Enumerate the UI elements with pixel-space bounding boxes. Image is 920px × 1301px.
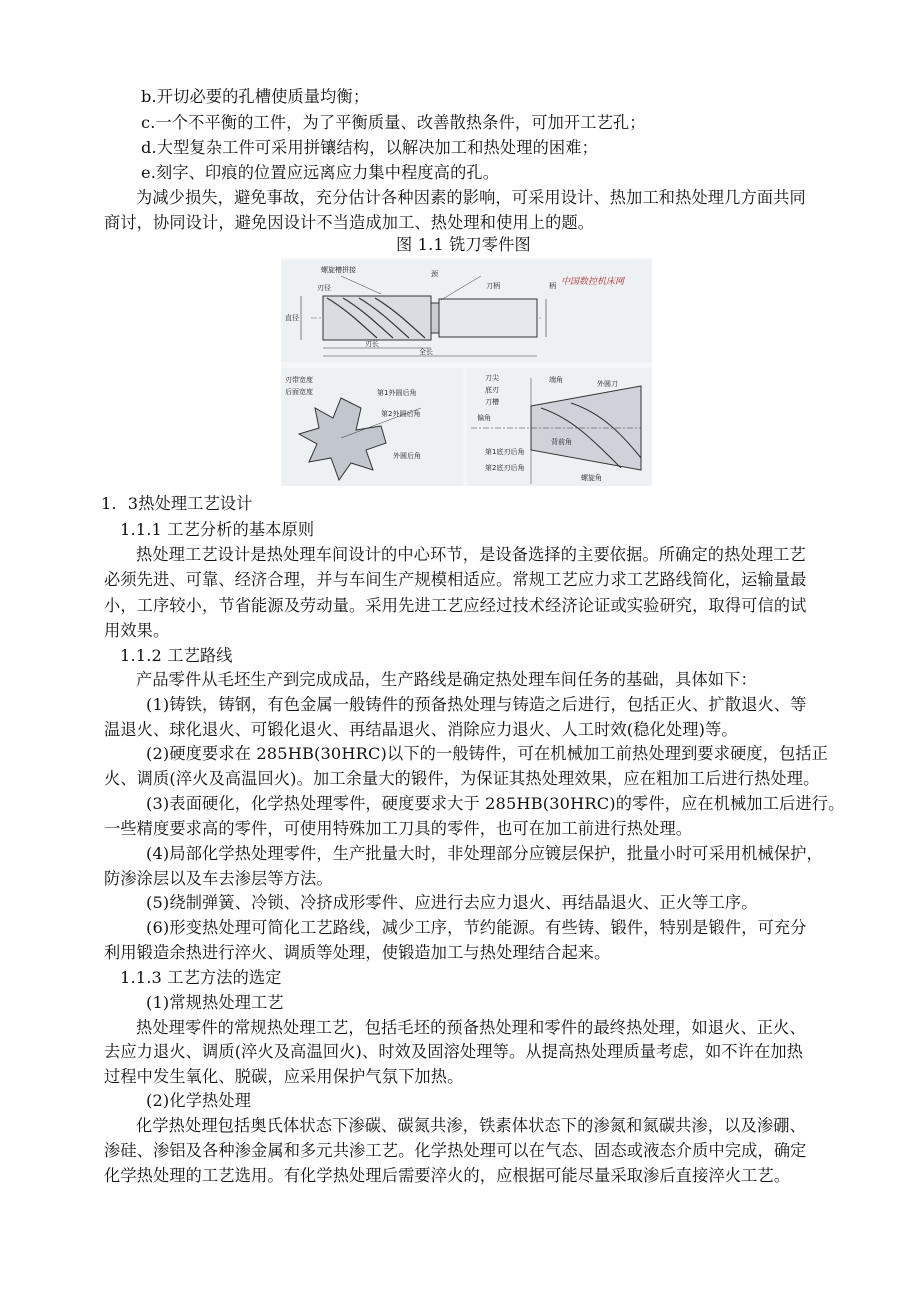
list-item-c: c.一个不平衡的工件，为了平衡质量、改善散热条件，可加开工艺孔；: [141, 113, 646, 132]
fig-label: 后面宽度: [285, 388, 313, 396]
fig-label: 背前角: [551, 438, 572, 446]
fig-label: 第2底刃后角: [485, 464, 525, 472]
fig-label: 外圆后角: [393, 452, 421, 460]
paragraph-line: 过程中发生氧化、脱碳，应采用保护气氛下加热。: [104, 1067, 464, 1086]
fig-label: 第1外圆后角: [377, 389, 417, 397]
section-title: 1．3热处理工艺设计: [101, 494, 253, 513]
list-item: 温退火、球化退火、可锻化退火、再结晶退火、消除应力退火、人工时效(稳化处理)等。: [104, 720, 738, 739]
fig-label: 颈: [431, 270, 438, 278]
fig-label: 第1底刃后角: [485, 448, 525, 456]
list-item-e: e.刻字、印痕的位置应远离应力集中程度高的孔。: [141, 163, 500, 182]
fig-label: 底刃: [485, 386, 499, 394]
fig-label: 刀柄: [486, 282, 500, 290]
list-item-b: b.开切必要的孔槽使质量均衡；: [141, 87, 370, 106]
paragraph-line: 小，工序较小，节省能源及劳动量。采用先进工艺应经过技术经济论证或实验研究，取得可信的试: [104, 596, 807, 615]
fig-label: 刃带宽度: [285, 376, 313, 384]
intro-paragraph-line: 为减少损失，避免事故，充分估计各种因素的影响，可采用设计、热加工和热处理几方面共同: [136, 188, 806, 207]
list-item: (6)形变热处理可简化工艺路线，减少工序，节约能源。有些铸、锻件，特别是锻件，可充分: [146, 918, 807, 937]
subsection-title: 1.1.3 工艺方法的选定: [120, 968, 282, 987]
paragraph-line: 化学热处理的工艺选用。有化学热处理后需要淬火的，应根据可能尽量采取渗后直接淬火工艺。: [104, 1166, 791, 1185]
list-item: 一些精度要求高的零件，可使用特殊加工刀具的零件，也可在加工前进行热处理。: [104, 819, 693, 838]
fig-label: 螺旋槽拼接: [321, 266, 356, 274]
list-item: (2)硬度要求在 285HB(30HRC)以下的一般铸件，可在机械加工前热处理到要求硬度，包括正: [146, 744, 829, 763]
list-item: (1)铸铁，铸钢，有色金属一般铸件的预备热处理与铸造之后进行，包括正火、扩散退火、等: [146, 695, 807, 714]
list-item: 防渗涂层以及车去渗层等方法。: [104, 869, 333, 888]
milling-cutter-figure: [281, 258, 652, 486]
fig-label: 螺旋角: [581, 474, 602, 482]
list-item: (4)局部化学热处理零件，生产批量大时，非处理部分应镀层保护，批量小时可采用机械保护，: [146, 844, 823, 863]
fig-label: 直径: [285, 314, 299, 322]
paragraph-line: 热处理工艺设计是热处理车间设计的中心环节，是设备选择的主要依据。所确定的热处理工艺: [136, 545, 806, 564]
fig-label: 刃径: [317, 284, 331, 292]
figure-caption: 图 1.1 铣刀零件图: [396, 235, 531, 254]
paragraph-line: 去应力退火、调质(淬火及高温回火)、时效及固溶处理等。从提高热处理质量考虑，如不许在加热: [104, 1042, 804, 1061]
subsection-title: 1.1.2 工艺路线: [120, 646, 233, 665]
fig-label: 刀尖: [485, 374, 499, 382]
subsection-title: 1.1.1 工艺分析的基本原则: [120, 520, 315, 539]
fig-label: 外圆刀: [597, 380, 618, 388]
paragraph-line: 化学热处理包括奥氏体状态下渗碳、碳氮共渗，铁素体状态下的渗氮和氮碳共渗，以及渗硼、: [136, 1116, 806, 1135]
list-item: 利用锻造余热进行淬火、调质等处理，使锻造加工与热处理结合起来。: [104, 943, 611, 962]
intro-paragraph-line: 商讨，协同设计，避免因设计不当造成加工、热处理和使用上的题。: [104, 213, 595, 232]
list-item-d: d.大型复杂工件可采用拼镶结构，以解决加工和热处理的困难；: [141, 138, 598, 157]
paragraph-title: (1)常规热处理工艺: [146, 993, 284, 1012]
fig-label: 第2外圆后角: [381, 410, 421, 418]
paragraph-line: 产品零件从毛坯生产到完成成品，生产路线是确定热处理车间任务的基础，具体如下：: [136, 670, 757, 689]
fig-label: 刃长: [365, 340, 379, 348]
paragraph-line: 热处理零件的常规热处理工艺，包括毛坯的预备热处理和零件的最终热处理，如退火、正火、: [136, 1018, 806, 1037]
fig-label: 端角: [549, 376, 563, 384]
figure-watermark: 中国数控机床网: [561, 277, 625, 287]
paragraph-line: 渗硅、渗铝及各种渗金属和多元共渗工艺。化学热处理可以在气态、固态或液态介质中完成，确定: [104, 1141, 807, 1160]
paragraph-title: (2)化学热处理: [146, 1091, 252, 1110]
paragraph-line: 必须先进、可靠、经济合理，并与车间生产规模相适应。常规工艺应力求工艺路线简化，运输量最: [104, 570, 807, 589]
list-item: 火、调质(淬火及高温回火)。加工余量大的锻件，为保证其热处理效果，应在粗加工后进行热处理。: [104, 769, 820, 788]
fig-label: 柄: [549, 282, 556, 290]
paragraph-line: 用效果。: [104, 621, 170, 640]
fig-label: 刀槽: [485, 398, 499, 406]
list-item: (3)表面硬化，化学热处理零件，硬度要求大于 285HB(30HRC)的零件，应在机械加工后进行。: [146, 794, 845, 813]
fig-label: 偏角: [477, 414, 491, 422]
list-item: (5)绕制弹簧、冷锁、冷挤成形零件、应进行去应力退火、再结晶退火、正火等工序。: [146, 893, 758, 912]
fig-label: 全长: [419, 348, 433, 356]
